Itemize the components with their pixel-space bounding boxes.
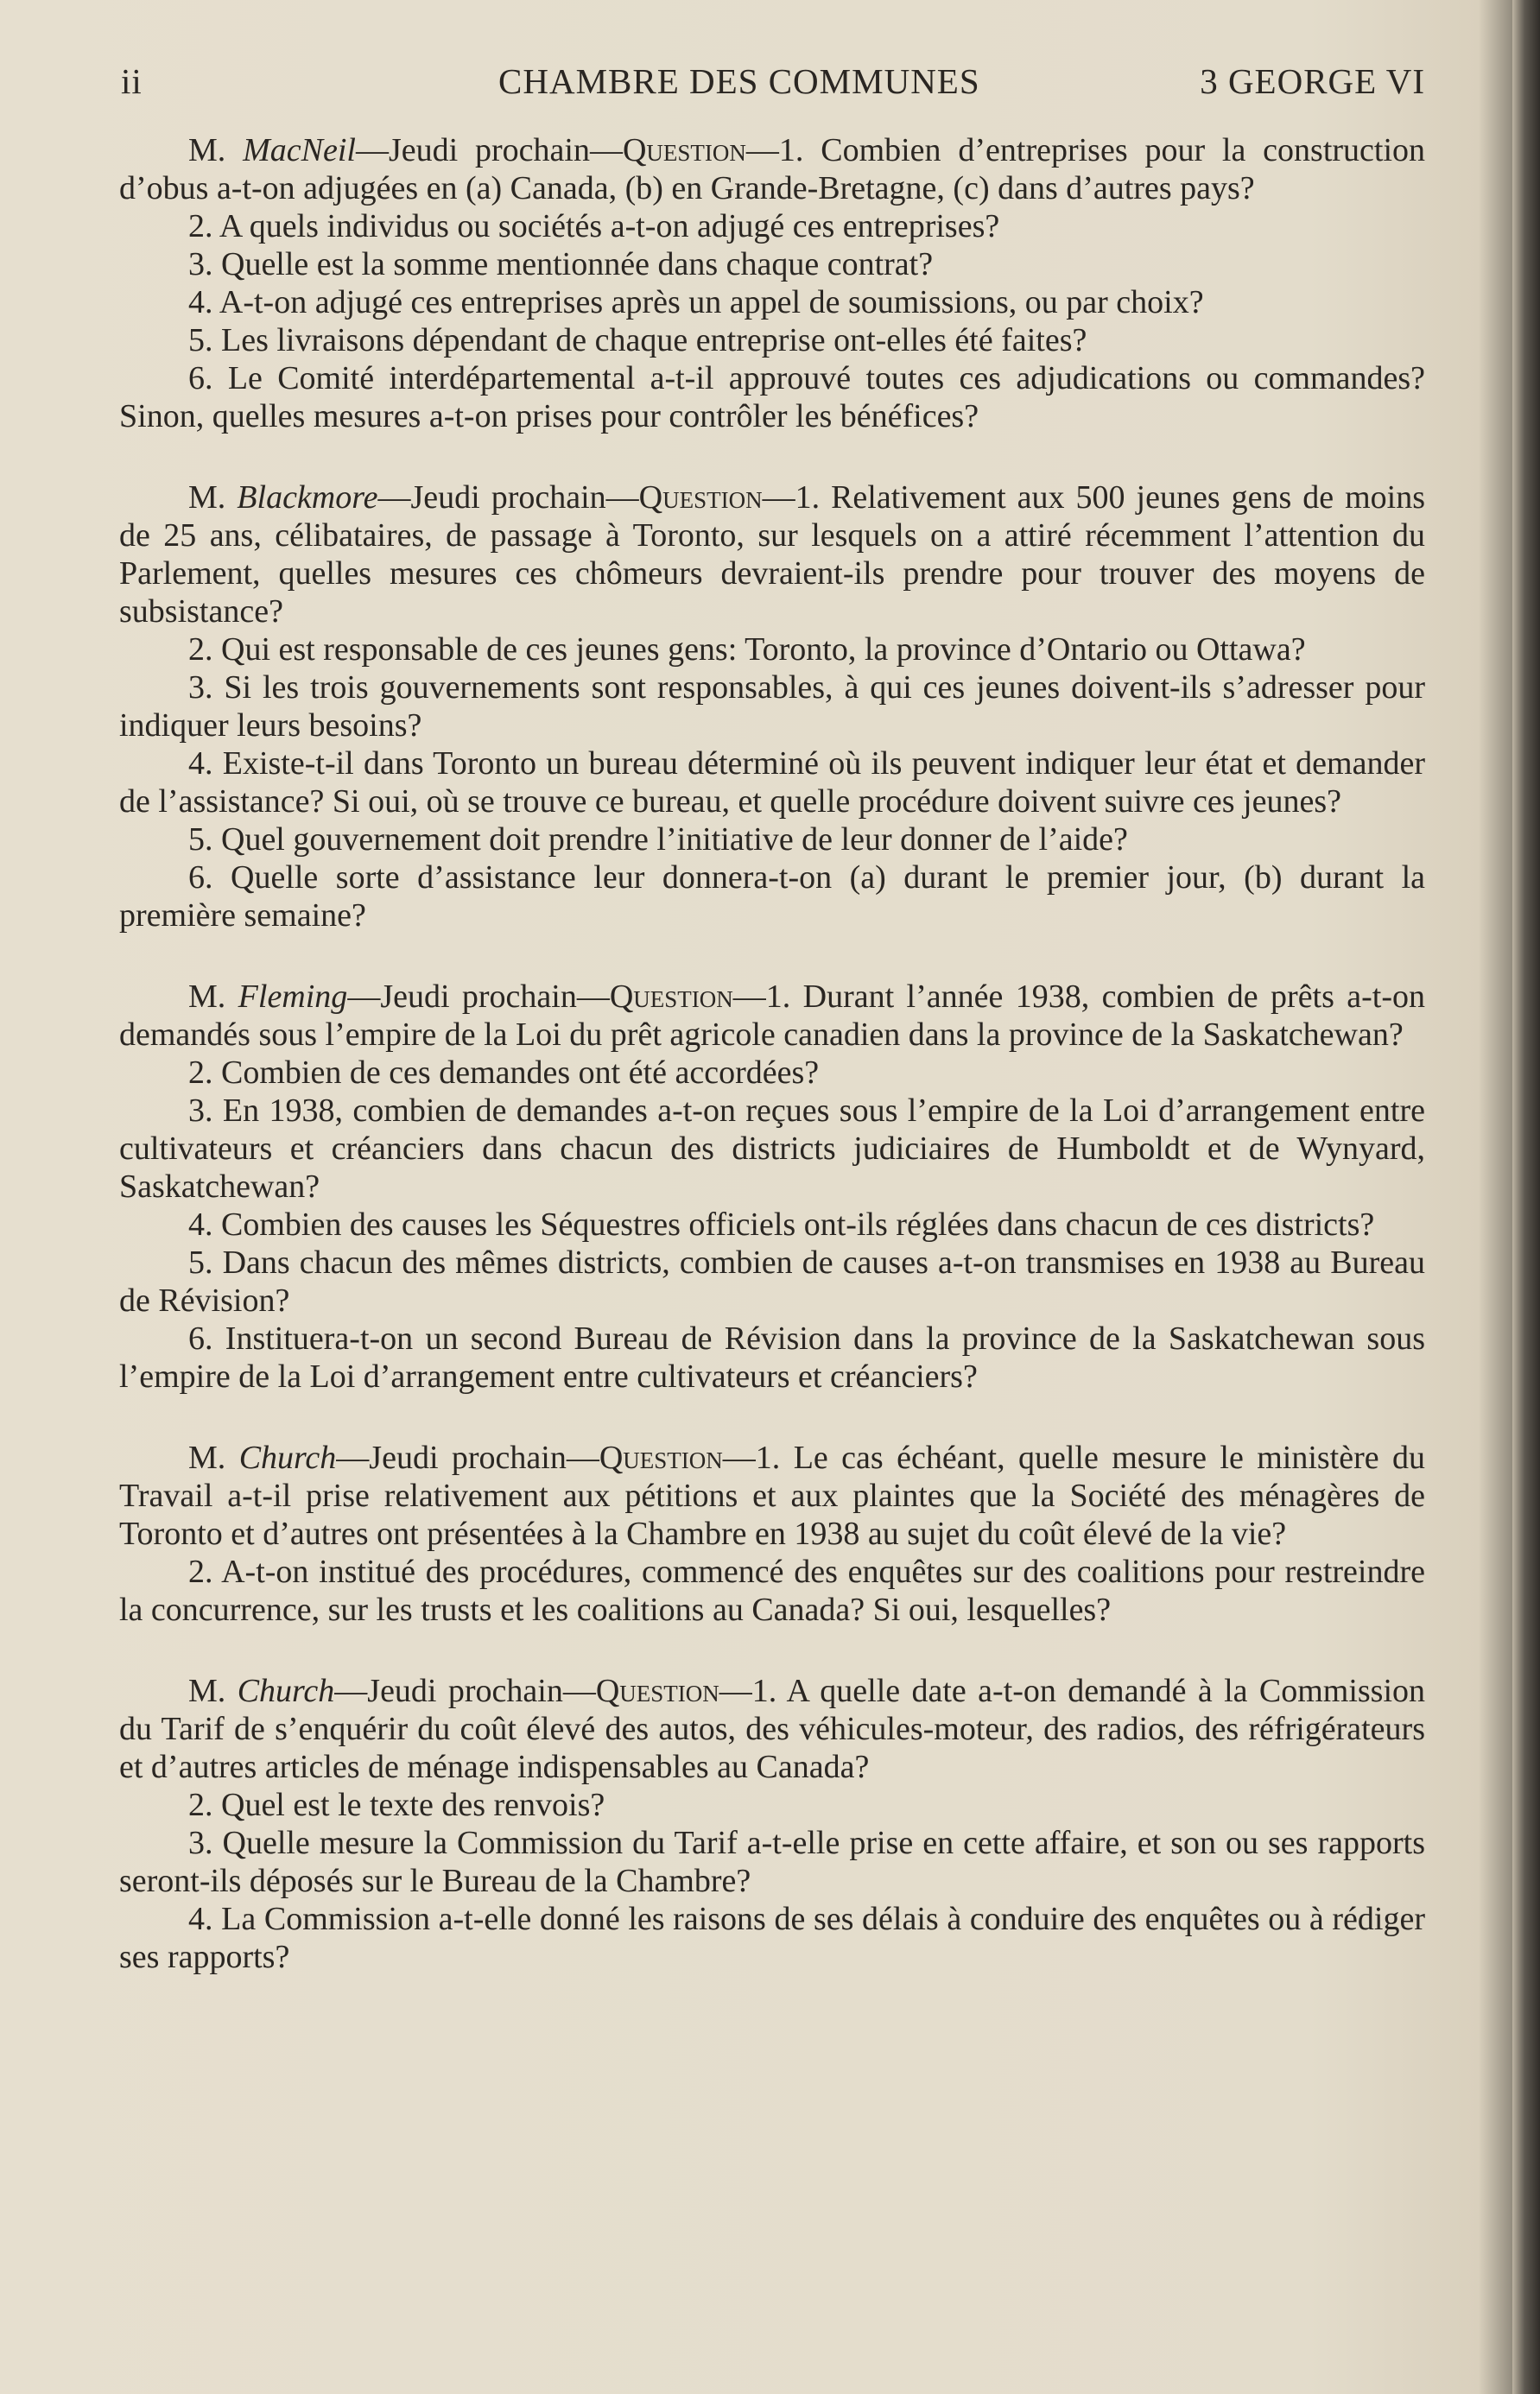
page-edge-shadow	[1512, 0, 1540, 2394]
question-paragraph: 3. Quelle est la somme mentionnée dans chaque contrat?	[188, 246, 934, 282]
questions-list	[119, 131, 1425, 2019]
question-paragraph: 2. Qui est responsable de ces jeunes gens: Toronto, la province d’Ontario ou Ottawa?	[188, 631, 1306, 668]
question-when: —Jeudi prochain—	[355, 132, 623, 168]
question-paragraph: 3. Quelle mesure la Commission du Tarif a-t-elle prise en cette affaire, et son ou ses rapports seront-ils déposés sur le Bureau de la Chambre?	[119, 1825, 1425, 1899]
honorific: M.	[188, 132, 226, 168]
question-when: —Jeudi prochain—	[334, 1673, 596, 1709]
question-paragraph: 5. Les livraisons dépendant de chaque entreprise ont-elles été faites?	[188, 322, 1087, 358]
question-when: —Jeudi prochain—	[377, 479, 639, 516]
question-block	[119, 1672, 1425, 1976]
honorific: M.	[188, 479, 226, 516]
question-text: —1. Combien d’entreprises pour la construction d’obus a-t-on adjugées en (a) Canada, (b) en Grande-Bretagne, (c) dans d’autres pays?	[119, 132, 1426, 206]
question-paragraph: 3. Si les trois gouvernements sont responsables, à qui ces jeunes doivent-ils s’adresser pour indiquer leurs besoins?	[119, 669, 1425, 744]
question-text: —1. Durant l’année 1938, combien de prêts a-t-on demandés sous l’empire de la Loi du prêt agricole canadien dans la province de la Saskatchewan?	[119, 978, 1426, 1053]
session-year: 3 GEORGE VI	[1200, 61, 1425, 101]
question-paragraph: 6. Instituera-t-on un second Bureau de Révision dans la province de la Saskatchewan sous l’empire de la Loi d’arrangement entre cultivateurs et créanciers?	[119, 1320, 1425, 1395]
member-name: Church	[237, 1673, 335, 1709]
question-paragraph	[119, 978, 1425, 1054]
question-paragraph: 5. Quel gouvernement doit prendre l’initiative de leur donner de l’aide?	[188, 821, 1128, 858]
question-paragraph: 6. Le Comité interdépartemental a-t-il approuvé toutes ces adjudications ou commandes? Sinon, quelles mesures a-t-on prises pour contrôler les bénéfices?	[119, 360, 1425, 434]
page-number: ii	[121, 61, 143, 101]
question-label: Question	[599, 1440, 723, 1476]
question-paragraph: 6. Quelle sorte d’assistance leur donnera-t-on (a) durant le premier jour, (b) durant la première semaine?	[119, 859, 1425, 934]
question-paragraph: 2. Combien de ces demandes ont été accordées?	[188, 1054, 820, 1091]
question-paragraph	[119, 478, 1425, 630]
question-paragraph: 4. Existe-t-il dans Toronto un bureau déterminé où ils peuvent indiquer leur état et demander de l’assistance? Si oui, où se trouve ce bureau, et quelle procédure doivent suivre ces jeunes?	[119, 745, 1425, 820]
question-block	[119, 1439, 1425, 1629]
question-when: —Jeudi prochain—	[336, 1440, 599, 1476]
question-paragraph	[119, 1439, 1425, 1553]
question-text: —1. Le cas échéant, quelle mesure le ministère du Travail a-t-il prise relativement aux pétitions et aux plaintes que la Société des ménagères de Toronto et d’autres ont présentées à la Chambre en 1938 au sujet du coût élevé de la vie?	[119, 1440, 1426, 1552]
question-paragraph: 2. Quel est le texte des renvois?	[188, 1787, 605, 1823]
question-block	[119, 978, 1425, 1396]
question-paragraph	[119, 131, 1425, 207]
question-paragraph	[119, 1672, 1425, 1786]
question-block	[119, 478, 1425, 934]
question-label: Question	[622, 132, 746, 168]
question-label: Question	[638, 479, 763, 516]
member-name: Church	[238, 1440, 337, 1476]
question-paragraph: 2. A-t-on institué des procédures, commencé des enquêtes sur des coalitions pour restreindre la concurrence, sur les trusts et les coalitions au Canada? Si oui, lesquelles?	[119, 1554, 1425, 1628]
question-paragraph: 4. A-t-on adjugé ces entreprises après un appel de soumissions, ou par choix?	[188, 284, 1204, 320]
question-paragraph: 4. La Commission a-t-elle donné les raisons de ses délais à conduire des enquêtes ou à rédiger ses rapports?	[119, 1901, 1425, 1975]
member-name: Fleming	[238, 978, 348, 1015]
honorific: M.	[188, 1673, 226, 1709]
honorific: M.	[188, 1440, 226, 1476]
question-paragraph: 4. Combien des causes les Séquestres officiels ont-ils réglées dans chacun de ces districts?	[188, 1206, 1375, 1243]
running-title: CHAMBRE DES COMMUNES	[498, 61, 980, 101]
honorific: M.	[188, 978, 226, 1015]
question-text: —1. Relativement aux 500 jeunes gens de moins de 25 ans, célibataires, de passage à Toronto, sur lesquels on a attiré récemment l’attention du Parlement, quelles mesures ces chômeurs devraient-ils prendre pour trouver des moyens de subsistance?	[119, 479, 1426, 630]
question-label: Question	[595, 1673, 719, 1709]
question-block	[119, 131, 1425, 435]
question-paragraph: 3. En 1938, combien de demandes a-t-on reçues sous l’empire de la Loi d’arrangement entre cultivateurs et créanciers dans chacun des districts judiciaires de Humboldt et de Wynyard, Saskatchewan?	[119, 1092, 1425, 1205]
member-name: MacNeil	[243, 132, 356, 168]
question-text: —1. A quelle date a-t-on demandé à la Commission du Tarif de s’enquérir du coût élevé des autos, des véhicules-moteur, des radios, des réfrigérateurs et d’autres articles de ménage indispensables au Canada?	[119, 1673, 1426, 1785]
question-label: Question	[609, 978, 733, 1015]
page-header	[121, 60, 1425, 104]
member-name: Blackmore	[237, 479, 378, 516]
question-paragraph: 2. A quels individus ou sociétés a-t-on adjugé ces entreprises?	[188, 208, 1000, 244]
question-when: —Jeudi prochain—	[347, 978, 610, 1015]
question-paragraph: 5. Dans chacun des mêmes districts, combien de causes a-t-on transmises en 1938 au Bureau de Révision?	[119, 1244, 1425, 1319]
